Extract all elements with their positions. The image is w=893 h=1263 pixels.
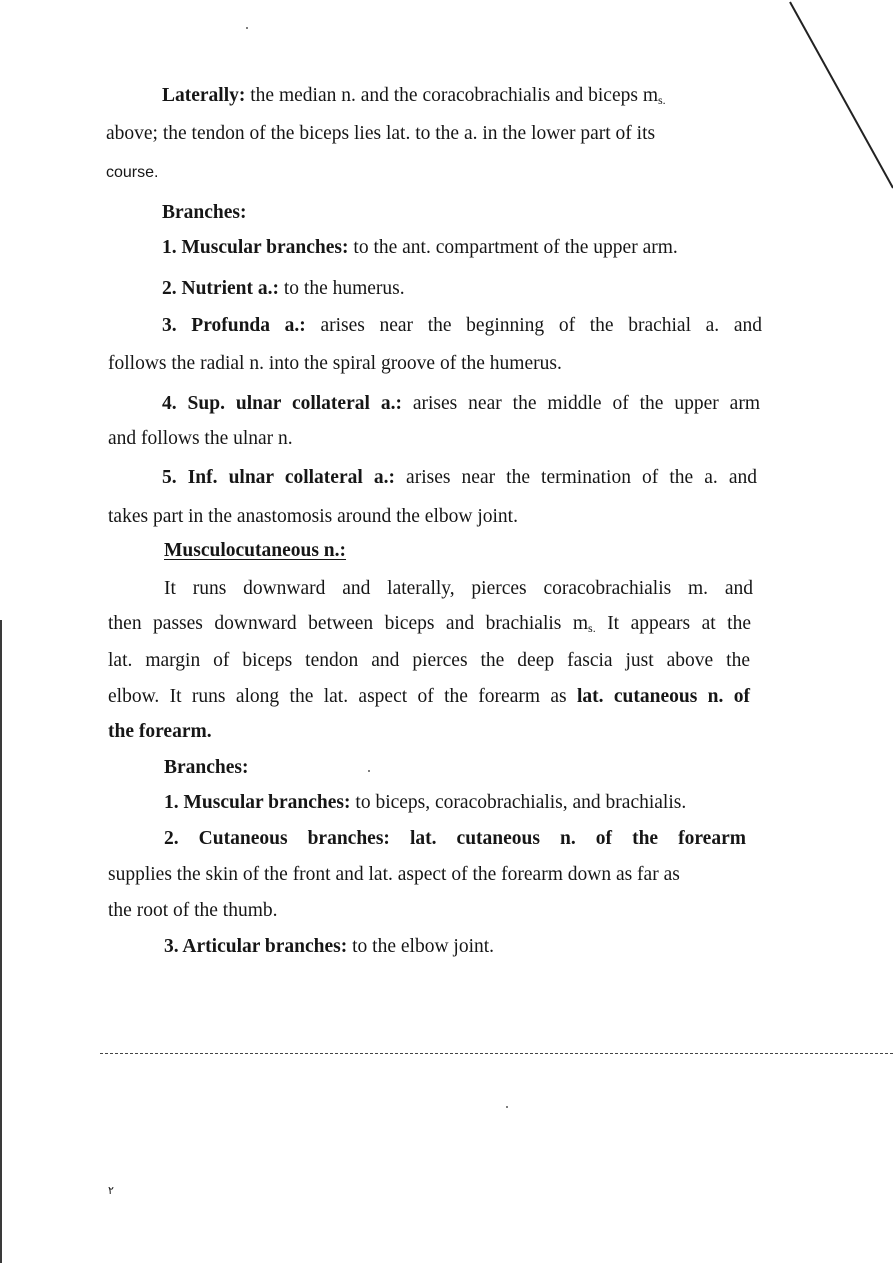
scan-speck xyxy=(246,27,248,29)
musculo-branch-muscular: 1. Muscular branches: to biceps, coracobrachialis, and brachialis. xyxy=(164,792,687,813)
musculo-branch-cutaneous-cont-2: the root of the thumb. xyxy=(108,900,278,921)
branches-heading-2: Branches: xyxy=(164,757,249,778)
musculo-branch-cutaneous-cont-1: supplies the skin of the front and lat. aspect of the forearm down as far as xyxy=(108,864,680,885)
musculo-branch-articular: 3. Articular branches: to the elbow joint. xyxy=(164,936,495,957)
musculo-line-2: then passes downward between biceps and brachialis $m_{s.}$ It appears at the xyxy=(108,613,752,635)
musculo-line-1: It runs downward and laterally, pierces coracobrachialis m. and xyxy=(164,578,753,599)
musculo-line-4: elbow. It runs along the lat. aspect of the forearm as lat. cutaneous n. of xyxy=(108,686,750,707)
branch-inf-ulnar: 5. Inf. ulnar collateral a.: arises near the termination of the a. and xyxy=(162,467,758,488)
branch-profunda-cont: follows the radial n. into the spiral groove of the humerus. xyxy=(108,353,562,374)
branches-heading-1: Branches: xyxy=(162,202,247,223)
branch-sup-ulnar-cont: and follows the ulnar n. xyxy=(108,428,293,449)
page-number: ٢ xyxy=(108,1185,114,1197)
scan-artifact-left-edge xyxy=(0,620,2,1263)
laterally-line-3: course. xyxy=(106,164,159,181)
branch-sup-ulnar: 4. Sup. ulnar collateral a.: arises near the middle of the upper arm xyxy=(162,393,761,414)
branch-muscular: 1. Muscular branches: to the ant. compartment of the upper arm. xyxy=(162,237,678,258)
musculo-line-5: the forearm. xyxy=(108,721,212,742)
laterally-line-1: Laterally: the median n. and the coracobrachialis and biceps $m_{s.}$ xyxy=(162,85,666,107)
branch-profunda: 3. Profunda a.: arises near the beginning of the brachial a. and xyxy=(162,315,762,336)
scan-speck xyxy=(368,770,370,772)
scan-speck xyxy=(506,1106,508,1108)
laterally-line-2: above; the tendon of the biceps lies lat. to the a. in the lower part of its xyxy=(106,123,656,144)
branch-nutrient: 2. Nutrient a.: to the humerus. xyxy=(162,278,405,299)
branch-inf-ulnar-cont: takes part in the anastomosis around the elbow joint. xyxy=(108,506,518,527)
musculo-line-3: lat. margin of biceps tendon and pierces the deep fascia just above the xyxy=(108,650,750,671)
musculocutaneous-heading: Musculocutaneous n.: xyxy=(164,540,347,561)
footer-rule xyxy=(100,1053,893,1054)
musculo-branch-cutaneous: 2. Cutaneous branches: lat. cutaneous n. of the forearm xyxy=(164,828,746,849)
